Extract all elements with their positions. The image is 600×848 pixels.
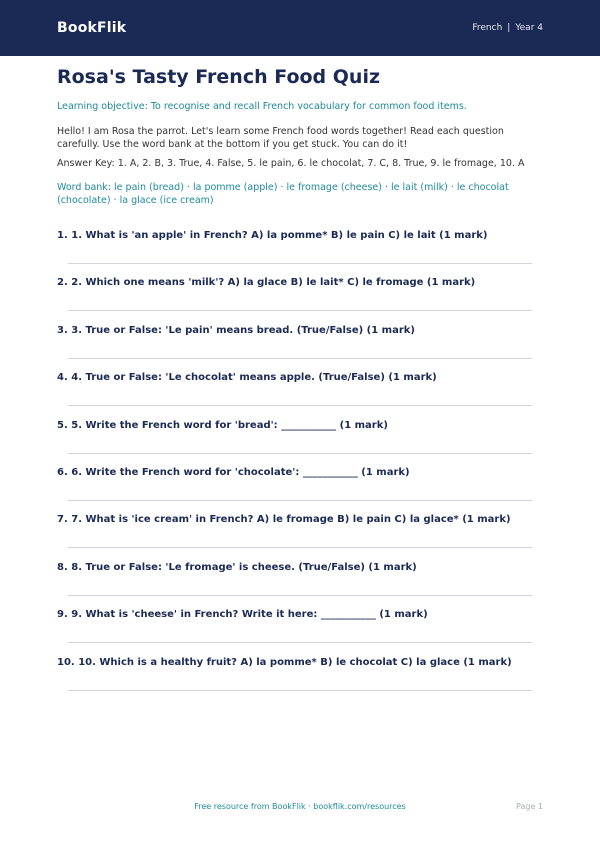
- question-text: 5. 5. Write the French word for 'bread': ___________ (1 mark): [57, 419, 388, 431]
- question-text: 9. 9. What is 'cheese' in French? Write it here: ___________ (1 mark): [57, 609, 428, 621]
- page-title: Rosa's Tasty French Food Quiz: [57, 66, 381, 88]
- question-list: [57, 226, 543, 700]
- question-item: [57, 653, 543, 700]
- question-text: 1. 1. What is 'an apple' in French? A) la pomme* B) le pain C) le lait (1 mark): [57, 230, 488, 241]
- page-header: [0, 0, 600, 56]
- question-text: 7. 7. What is 'ice cream' in French? A) le fromage B) le pain C) la glace* (1 mark): [57, 514, 511, 526]
- question-text: 8. 8. True or False: 'Le fromage' is cheese. (True/False) (1 mark): [57, 561, 417, 573]
- answer-line: [68, 263, 532, 264]
- answer-line: [68, 500, 532, 501]
- answer-line: [68, 642, 532, 643]
- answer-line: [68, 595, 532, 596]
- question-text: 10. 10. Which is a healthy fruit? A) la pomme* B) le chocolat C) la glace (1 mark): [57, 656, 512, 668]
- subject-label: French: [472, 23, 503, 33]
- question-text: 2. 2. Which one means 'milk'? A) la glace B) le lait* C) le fromage (1 mark): [57, 277, 476, 289]
- answer-line: [68, 547, 532, 548]
- question-text: 3. 3. True or False: 'Le pain' means bread. (True/False) (1 mark): [57, 324, 416, 336]
- document-intro: [57, 66, 543, 207]
- question-item: [57, 510, 543, 557]
- question-text: 6. 6. Write the French word for 'chocolate': ___________ (1 mark): [57, 466, 410, 478]
- question-item: [57, 416, 543, 463]
- word-bank: Word bank: le pain (bread) · la pomme (apple) · le fromage (cheese) · le lait (milk) · le chocolat (chocolate) · la glace (ice cream): [57, 182, 509, 206]
- intro-paragraph: Hello! I am Rosa the parrot. Let's learn some French food words together! Read each question carefully. Use the word bank at the bottom if you get stuck. You can do it!: [57, 126, 504, 150]
- question-item: [57, 321, 543, 368]
- question-item: [57, 463, 543, 510]
- answer-key: Answer Key: 1. A, 2. B, 3. True, 4. False, 5. le pain, 6. le chocolat, 7. C, 8. True, 9. le fromage, 10. A: [57, 158, 525, 169]
- question-text: 4. 4. True or False: 'Le chocolat' means apple. (True/False) (1 mark): [57, 372, 437, 384]
- subject-year-label: [472, 23, 543, 33]
- question-item: [57, 368, 543, 415]
- learning-objective: Learning objective: To recognise and recall French vocabulary for common food items.: [57, 101, 467, 112]
- answer-line: [68, 453, 532, 454]
- brand-logo[interactable]: BookFlik: [57, 20, 127, 36]
- answer-line: [68, 310, 532, 311]
- question-item: [57, 273, 543, 320]
- question-item: [57, 226, 543, 273]
- year-label: Year 4: [515, 23, 543, 33]
- page-number: Page 1: [516, 802, 543, 811]
- footer-resource-link[interactable]: Free resource from BookFlik · bookflik.com/resources: [194, 802, 406, 811]
- answer-line: [68, 690, 532, 691]
- answer-line: [68, 358, 532, 359]
- answer-line: [68, 405, 532, 406]
- question-item: [57, 558, 543, 605]
- question-item: [57, 605, 543, 652]
- separator: |: [507, 23, 511, 33]
